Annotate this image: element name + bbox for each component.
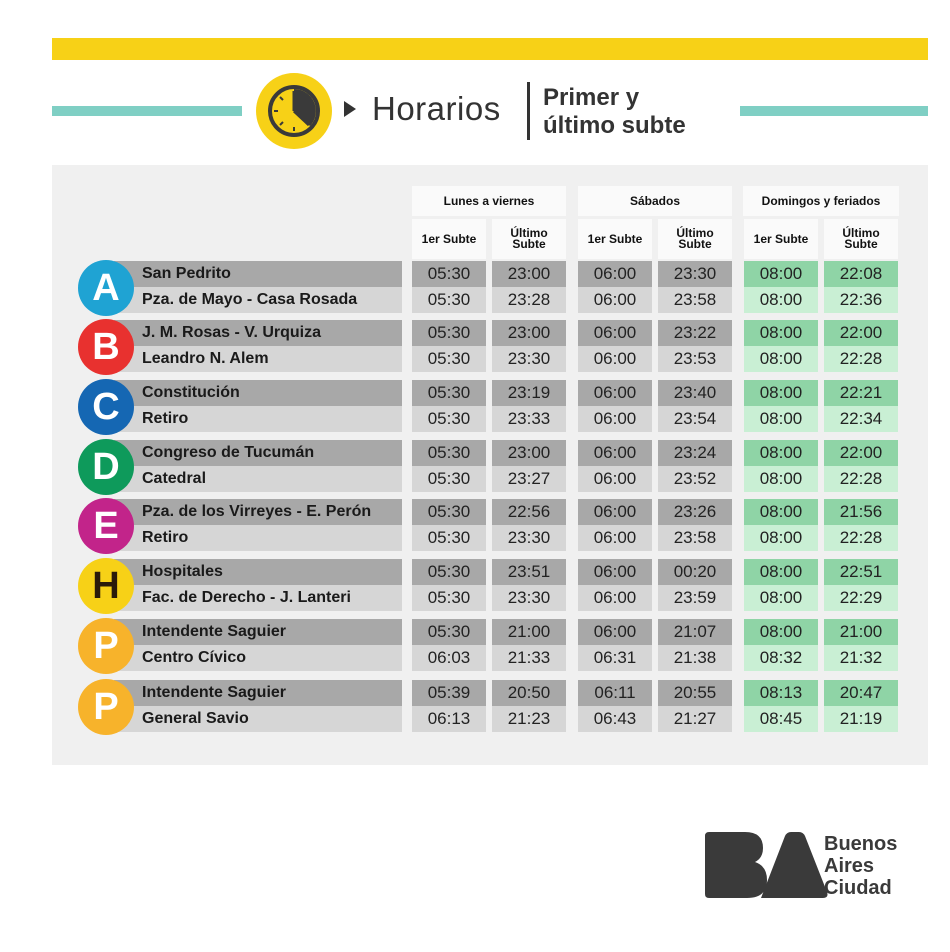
logo-text-line1: Buenos [824, 833, 898, 855]
first-train-time-sunday: 08:00 [744, 287, 818, 313]
first-train-time-weekday: 05:30 [412, 466, 486, 492]
last-train-time-sunday: 22:29 [824, 585, 898, 611]
last-train-time-saturday: 23:58 [658, 525, 732, 551]
logo-text-line2: Aires [824, 855, 875, 877]
station-origin: Constitución [114, 380, 402, 406]
last-train-time-weekday: 23:51 [492, 559, 566, 585]
last-train-time-saturday: 20:55 [658, 680, 732, 706]
last-train-time-sunday: 22:28 [824, 525, 898, 551]
first-train-time-sunday: 08:00 [744, 585, 818, 611]
last-train-header [824, 219, 898, 259]
first-train-time-saturday: 06:31 [578, 645, 652, 671]
first-train-time-sunday: 08:32 [744, 645, 818, 671]
station-terminus: Retiro [114, 525, 402, 551]
first-train-time-weekday: 05:30 [412, 261, 486, 287]
last-train-time-weekday: 23:00 [492, 261, 566, 287]
station-terminus: Leandro N. Alem [114, 346, 402, 372]
first-train-time-sunday: 08:00 [744, 499, 818, 525]
last-train-header [658, 219, 732, 259]
last-train-time-weekday: 23:19 [492, 380, 566, 406]
last-train-time-sunday: 20:47 [824, 680, 898, 706]
first-train-time-saturday: 06:00 [578, 466, 652, 492]
first-train-time-saturday: 06:00 [578, 619, 652, 645]
line-badge-c: C [78, 379, 134, 435]
last-train-time-weekday: 23:33 [492, 406, 566, 432]
last-train-time-weekday: 23:00 [492, 320, 566, 346]
decorative-line-right [740, 106, 928, 116]
first-train-time-saturday: 06:00 [578, 406, 652, 432]
first-train-time-sunday: 08:00 [744, 466, 818, 492]
first-train-time-sunday: 08:00 [744, 320, 818, 346]
last-train-time-weekday: 23:00 [492, 440, 566, 466]
first-train-time-sunday: 08:00 [744, 346, 818, 372]
first-train-time-saturday: 06:00 [578, 440, 652, 466]
line-badge-h: H [78, 558, 134, 614]
first-train-time-saturday: 06:00 [578, 559, 652, 585]
last-train-time-sunday: 22:08 [824, 261, 898, 287]
first-train-time-sunday: 08:00 [744, 559, 818, 585]
last-train-time-saturday: 23:53 [658, 346, 732, 372]
page-title: Horarios [372, 90, 501, 127]
first-train-time-sunday: 08:00 [744, 525, 818, 551]
last-train-time-saturday: 23:30 [658, 261, 732, 287]
last-train-time-saturday: 23:58 [658, 287, 732, 313]
first-train-time-weekday: 05:30 [412, 619, 486, 645]
last-train-time-sunday: 22:28 [824, 466, 898, 492]
last-train-time-sunday: 21:19 [824, 706, 898, 732]
first-train-time-weekday: 05:30 [412, 406, 486, 432]
last-train-time-sunday: 22:36 [824, 287, 898, 313]
last-train-time-saturday: 23:40 [658, 380, 732, 406]
last-label-line2: Subte [678, 237, 712, 251]
first-train-time-saturday: 06:00 [578, 585, 652, 611]
last-train-time-saturday: 23:24 [658, 440, 732, 466]
page-subtitle [543, 84, 686, 140]
title-divider [527, 82, 530, 140]
first-train-header: 1er Subte [578, 219, 652, 259]
first-train-time-saturday: 06:43 [578, 706, 652, 732]
last-train-time-saturday: 23:22 [658, 320, 732, 346]
last-train-time-sunday: 22:28 [824, 346, 898, 372]
last-train-time-saturday: 00:20 [658, 559, 732, 585]
last-train-time-weekday: 23:27 [492, 466, 566, 492]
first-train-header: 1er Subte [744, 219, 818, 259]
last-train-time-weekday: 20:50 [492, 680, 566, 706]
first-train-time-sunday: 08:45 [744, 706, 818, 732]
first-train-time-weekday: 05:30 [412, 440, 486, 466]
first-train-time-weekday: 05:30 [412, 380, 486, 406]
station-origin: Intendente Saguier [114, 680, 402, 706]
last-train-time-sunday: 21:56 [824, 499, 898, 525]
first-train-time-saturday: 06:11 [578, 680, 652, 706]
line-badge-e: E [78, 498, 134, 554]
last-train-time-weekday: 23:30 [492, 346, 566, 372]
first-train-time-weekday: 05:30 [412, 499, 486, 525]
first-train-time-weekday: 05:30 [412, 585, 486, 611]
station-terminus: Centro Cívico [114, 645, 402, 671]
last-train-time-saturday: 21:38 [658, 645, 732, 671]
ba-logo-icon [703, 830, 828, 905]
last-train-time-sunday: 22:00 [824, 320, 898, 346]
last-train-time-saturday: 21:27 [658, 706, 732, 732]
last-train-time-sunday: 21:32 [824, 645, 898, 671]
station-origin: San Pedrito [114, 261, 402, 287]
first-train-time-saturday: 06:00 [578, 261, 652, 287]
line-badge-b: B [78, 319, 134, 375]
line-badge-a: A [78, 260, 134, 316]
first-train-time-saturday: 06:00 [578, 525, 652, 551]
last-train-time-weekday: 23:30 [492, 525, 566, 551]
station-origin: Intendente Saguier [114, 619, 402, 645]
play-arrow-icon [344, 101, 356, 117]
last-train-time-sunday: 22:21 [824, 380, 898, 406]
first-train-time-weekday: 06:13 [412, 706, 486, 732]
first-train-time-weekday: 05:30 [412, 320, 486, 346]
last-train-time-saturday: 21:07 [658, 619, 732, 645]
last-train-time-sunday: 22:34 [824, 406, 898, 432]
last-label-line1: Último [676, 226, 714, 240]
station-origin: Hospitales [114, 559, 402, 585]
first-train-time-weekday: 05:30 [412, 287, 486, 313]
first-train-time-saturday: 06:00 [578, 499, 652, 525]
station-terminus: Fac. de Derecho - J. Lanteri [114, 585, 402, 611]
last-label-line1: Último [510, 226, 548, 240]
last-train-header [492, 219, 566, 259]
column-group-header: Lunes a viernes [412, 186, 566, 216]
station-terminus: Retiro [114, 406, 402, 432]
last-label-line2: Subte [844, 237, 878, 251]
station-origin: Congreso de Tucumán [114, 440, 402, 466]
line-badge-p: P [78, 679, 134, 735]
column-group-header: Sábados [578, 186, 732, 216]
clock-icon [256, 73, 332, 149]
line-badge-d: D [78, 439, 134, 495]
last-train-time-saturday: 23:52 [658, 466, 732, 492]
first-train-time-sunday: 08:13 [744, 680, 818, 706]
first-train-time-saturday: 06:00 [578, 320, 652, 346]
last-train-time-sunday: 21:00 [824, 619, 898, 645]
first-train-time-weekday: 05:30 [412, 346, 486, 372]
last-train-time-saturday: 23:54 [658, 406, 732, 432]
first-train-time-saturday: 06:00 [578, 287, 652, 313]
last-train-time-sunday: 22:00 [824, 440, 898, 466]
first-train-time-weekday: 06:03 [412, 645, 486, 671]
station-terminus: General Savio [114, 706, 402, 732]
subtitle-line-1: Primer y [543, 84, 640, 111]
last-train-time-sunday: 22:51 [824, 559, 898, 585]
first-train-time-weekday: 05:30 [412, 525, 486, 551]
first-train-time-sunday: 08:00 [744, 406, 818, 432]
last-train-time-weekday: 22:56 [492, 499, 566, 525]
first-train-time-saturday: 06:00 [578, 346, 652, 372]
first-train-time-weekday: 05:39 [412, 680, 486, 706]
subtitle-line-2: último subte [543, 112, 686, 139]
last-train-time-weekday: 21:33 [492, 645, 566, 671]
decorative-line-left [52, 106, 242, 116]
first-train-time-sunday: 08:00 [744, 440, 818, 466]
last-train-time-weekday: 21:00 [492, 619, 566, 645]
first-train-header: 1er Subte [412, 219, 486, 259]
column-group-header: Domingos y feriados [743, 186, 899, 216]
last-train-time-saturday: 23:26 [658, 499, 732, 525]
last-train-time-saturday: 23:59 [658, 585, 732, 611]
logo-text-line3: Ciudad [824, 877, 892, 899]
last-train-time-weekday: 23:30 [492, 585, 566, 611]
station-terminus: Catedral [114, 466, 402, 492]
station-origin: J. M. Rosas - V. Urquiza [114, 320, 402, 346]
station-origin: Pza. de los Virreyes - E. Perón [114, 499, 402, 525]
last-train-time-weekday: 21:23 [492, 706, 566, 732]
first-train-time-weekday: 05:30 [412, 559, 486, 585]
last-train-time-weekday: 23:28 [492, 287, 566, 313]
last-label-line2: Subte [512, 237, 546, 251]
top-yellow-bar [52, 38, 928, 60]
city-name [824, 833, 897, 899]
first-train-time-sunday: 08:00 [744, 380, 818, 406]
station-terminus: Pza. de Mayo - Casa Rosada [114, 287, 402, 313]
first-train-time-sunday: 08:00 [744, 619, 818, 645]
first-train-time-sunday: 08:00 [744, 261, 818, 287]
first-train-time-saturday: 06:00 [578, 380, 652, 406]
last-label-line1: Último [842, 226, 880, 240]
line-badge-p: P [78, 618, 134, 674]
